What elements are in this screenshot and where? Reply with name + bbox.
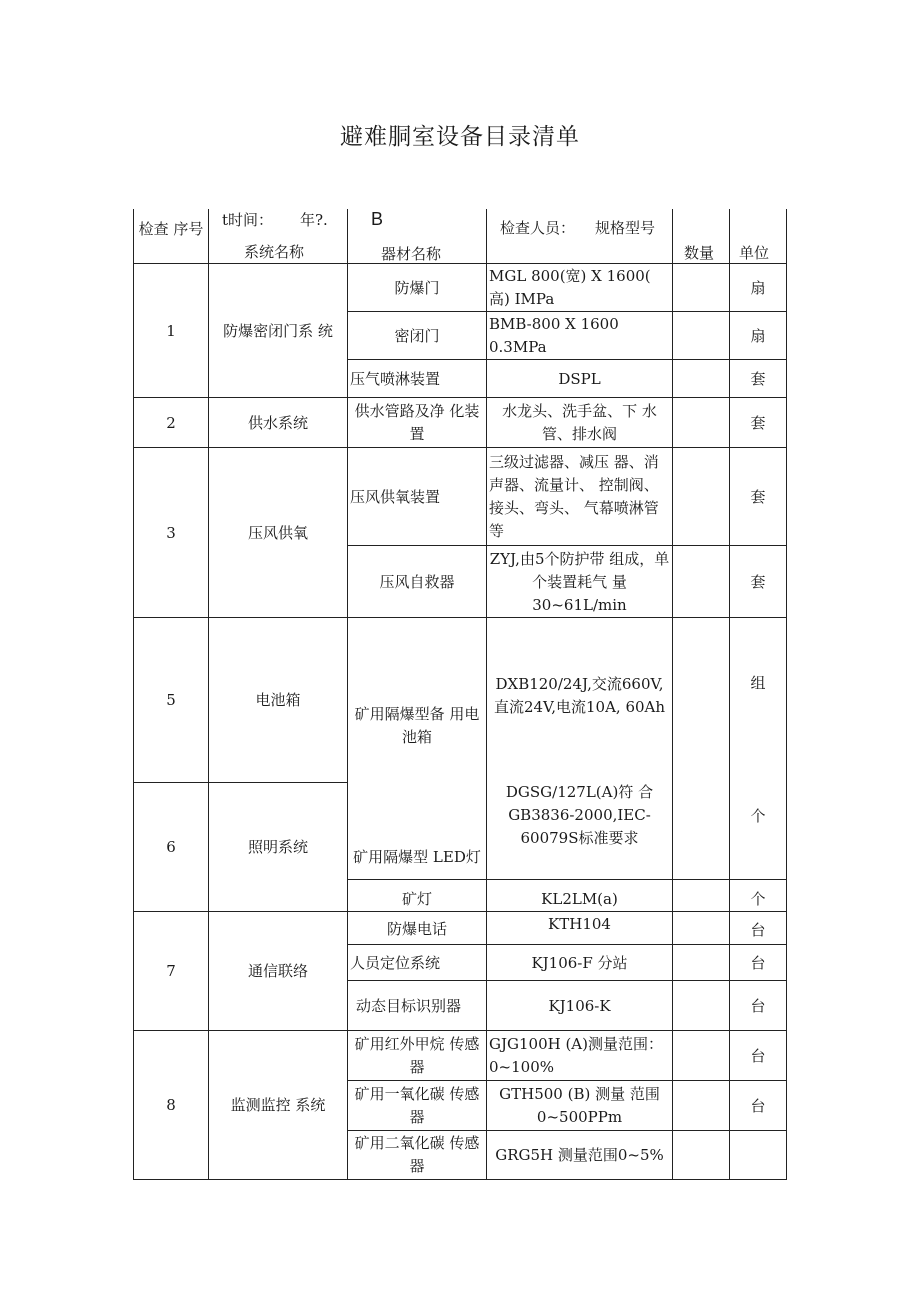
spec-cell: DXB120/24J,交流660V,直流24V,电流10A, 60Ah [493,675,666,716]
group-seq: 5 [166,691,176,709]
spec-cell: KL2LM(a) [541,889,618,908]
group-seq: 3 [166,523,176,542]
equipment-cell: 动态目标识别器 [356,996,462,1015]
equipment-cell: 矿用隔爆型备 用电池箱 [354,705,480,746]
year-label: 年?. [300,211,328,229]
spec-cell: ZYJ,由5个防护带 组成，单个装置耗气 量30~61L∕min [489,549,670,614]
unit-cell: 组 [750,673,766,692]
equipment-cell: 压气喷淋装置 [350,369,441,388]
b-mark: B [371,209,384,229]
col-seq-header: 检查 序号 [138,220,204,238]
unit-cell: 套 [750,572,766,591]
unit-cell: 套 [750,369,766,388]
col-spec-header: 规格型号 [595,219,656,237]
unit-cell: 个 [750,806,766,825]
spec-cell: KJ106-F 分站 [531,953,628,972]
group-system: 通信联络 [247,962,308,980]
unit-cell: 套 [750,413,766,432]
spec-cell: DSPL [558,369,601,388]
equipment-cell: 压风供氧装置 [350,487,441,506]
group-system: 供水系统 [247,413,308,432]
unit-cell: 台 [750,953,766,972]
group-seq: 2 [166,413,176,432]
group-system: 防爆密闭门系 统 [223,321,333,340]
unit-cell: 台 [750,1046,766,1065]
equipment-cell: 矿用隔爆型 LED灯 [353,847,481,866]
group-system: 压风供氧 [247,523,308,542]
check-time-label: t时间： [222,211,274,229]
unit-cell: 套 [750,487,766,506]
spec-cell: GRG5H 测量范围0~5% [495,1145,664,1164]
col-equipment-header: 器材名称 [381,245,442,263]
spec-cell: BMB-800 X 1600 0.3MPa [489,315,619,356]
spec-cell: KJ106-K [548,996,611,1015]
unit-cell: 台 [750,1096,766,1115]
spec-cell: 水龙头、洗手盆、下 水管、排水阀 [502,402,657,443]
col-qty-header: 数量 [684,244,715,262]
page-title: 避难胴室设备目录清单 [340,124,580,150]
col-unit-header: 单位 [739,244,770,262]
group-system: 照明系统 [247,838,308,856]
unit-cell: 扇 [750,326,766,345]
equipment-cell: 矿用红外甲烷 传感器 [354,1035,480,1076]
unit-cell: 台 [750,920,766,939]
group-seq: 7 [166,962,176,980]
inspector-label: 检查人员： [500,219,576,237]
equipment-cell: 防爆电话 [386,919,447,938]
unit-cell: 台 [750,996,766,1015]
equipment-cell: 防爆门 [394,278,440,297]
equipment-cell: 密闭门 [394,326,440,345]
group-system: 电池箱 [255,691,301,709]
equipment-cell: 矿灯 [401,889,432,908]
equipment-cell: 人员定位系统 [350,953,441,972]
unit-cell: 个 [750,889,766,908]
spec-cell: GJG100H (A)测量范围：0~100% [489,1035,663,1076]
col-system-header: 系统名称 [244,243,305,261]
unit-cell: 扇 [750,278,766,297]
group-system: 监测监控 系统 [230,1095,326,1114]
group-seq: 8 [166,1095,176,1114]
spec-cell: KTH104 [548,914,611,933]
spec-cell: DGSG∕127L(A)符 合GB3836-2000,IEC-60079S标准要求 [505,782,654,847]
group-seq: 1 [166,321,176,340]
group-seq: 6 [166,838,176,856]
equipment-cell: 矿用二氧化碳 传感器 [354,1134,480,1175]
equipment-cell: 矿用一氧化碳 传感器 [354,1085,480,1126]
spec-cell: MGL 800(宽) X 1600( 高) IMPa [489,267,651,308]
equipment-cell: 压风自救器 [379,572,455,591]
spec-cell: 三级过滤器、减压 器、消声器、流量计、 控制阀、接头、弯头、 气幕喷淋管等 [489,453,659,540]
equipment-cell: 供水管路及净 化装置 [354,402,480,443]
unit-cell [730,1131,786,1179]
spec-cell: GTH500 (B) 测量 范围0~500PPm [499,1085,660,1126]
